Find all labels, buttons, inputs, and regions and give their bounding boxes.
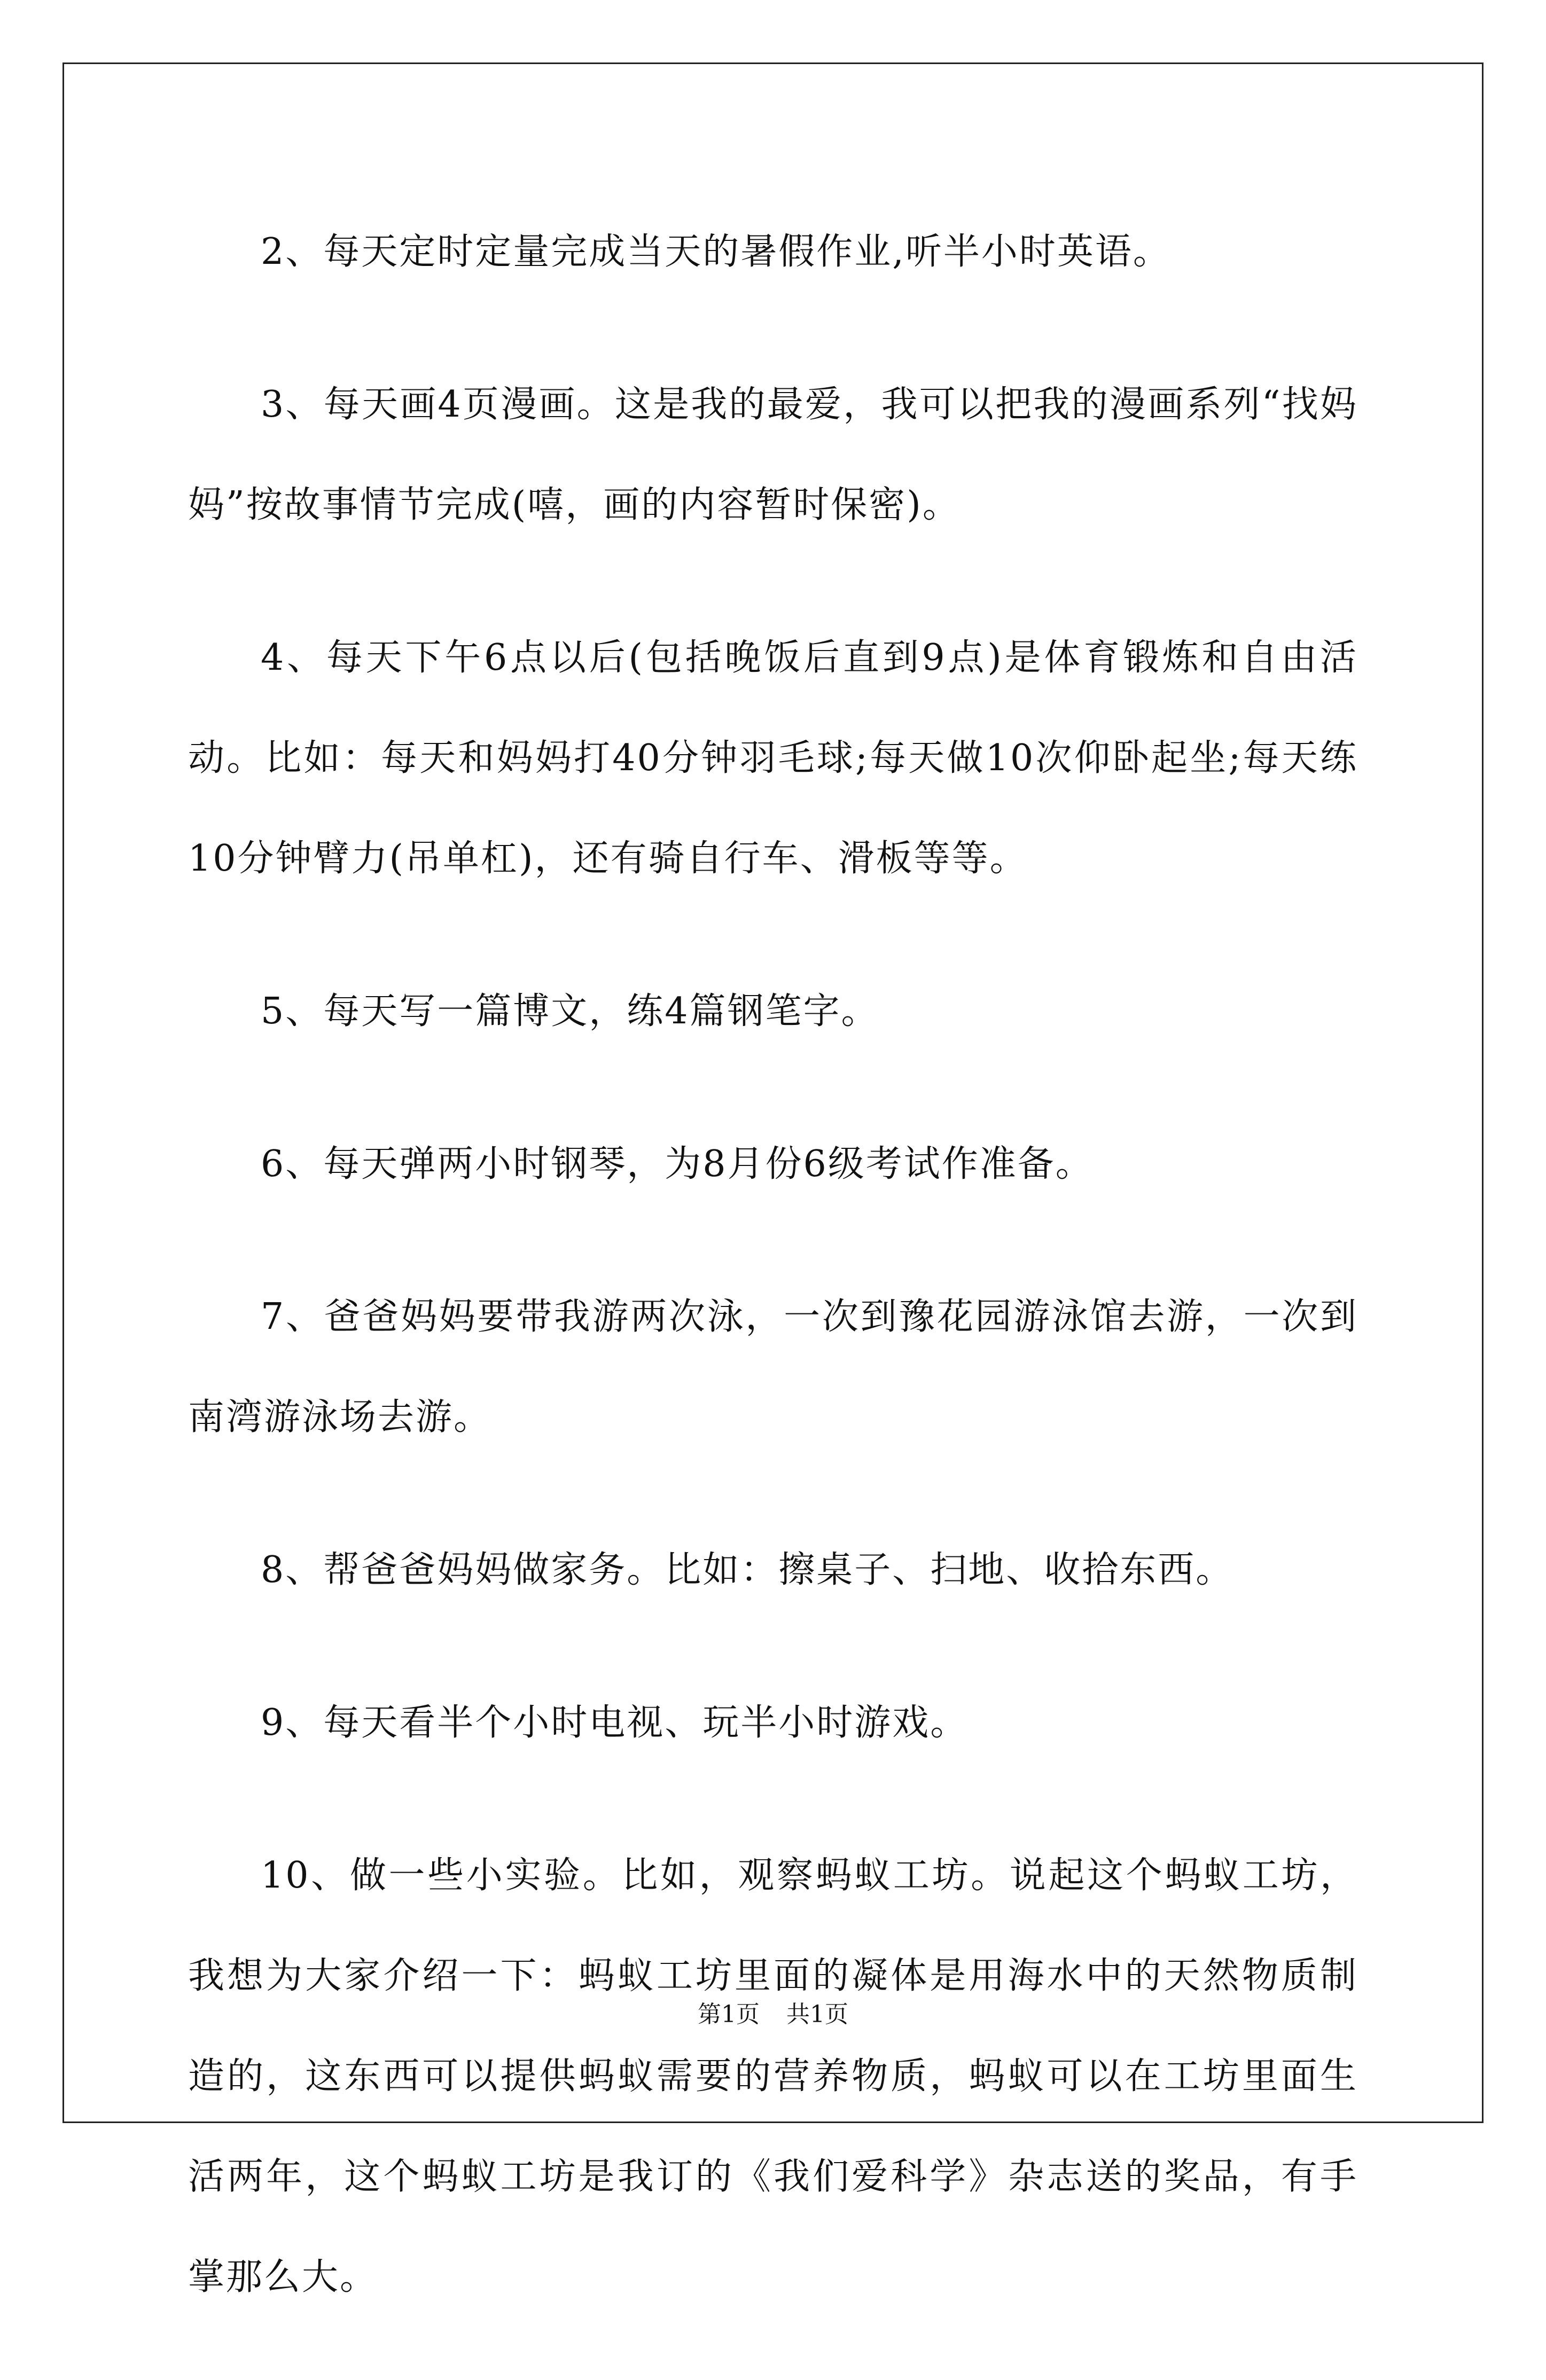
paragraph-item-2: 2、每天定时定量完成当天的暑假作业,听半小时英语。 bbox=[261, 231, 1171, 273]
page-footer bbox=[0, 1995, 1546, 2029]
paragraph-item-6: 6、每天弹两小时钢琴，为8月份6级考试作准备。 bbox=[261, 1143, 1094, 1185]
paragraph-item-3: 3、每天画4页漫画。这是我的最爱，我可以把我的漫画系列“找妈妈”按故事情节完成(嘻，画的内容暂时保密)。 bbox=[188, 383, 1358, 526]
paragraph-item-10: 10、做一些小实验。比如，观察蚂蚁工坊。说起这个蚂蚁工坊，我想为大家介绍一下：蚂蚁工坊里面的凝体是用海水中的天然物质制造的，这东西可以提供蚂蚁需要的营养物质，蚂蚁可以在工坊里面生活两年，这个蚂蚁工坊是我订的《我们爱科学》杂志送的奖品，有手掌那么大。 bbox=[188, 1854, 1358, 2298]
page-number-current: 第1页 bbox=[698, 2001, 760, 2028]
paragraph-item-8: 8、帮爸爸妈妈做家务。比如：擦桌子、扫地、收拾东西。 bbox=[261, 1549, 1234, 1591]
document-body bbox=[188, 202, 1358, 2380]
paragraph-item-7: 7、爸爸妈妈要带我游两次泳，一次到豫花园游泳馆去游，一次到南湾游泳场去游。 bbox=[188, 1296, 1358, 1438]
page-number-total: 共1页 bbox=[786, 2001, 848, 2028]
paragraph-item-4: 4、每天下午6点以后(包括晚饭后直到9点)是体育锻炼和自由活动。比如：每天和妈妈打40分钟羽毛球;每天做10次仰卧起坐;每天练10分钟臂力(吊单杠)，还有骑自行车、滑板等等。 bbox=[188, 637, 1358, 880]
paragraph-item-9: 9、每天看半个小时电视、玩半小时游戏。 bbox=[261, 1702, 969, 1744]
paragraph-item-5: 5、每天写一篇博文，练4篇钢笔字。 bbox=[261, 990, 879, 1032]
